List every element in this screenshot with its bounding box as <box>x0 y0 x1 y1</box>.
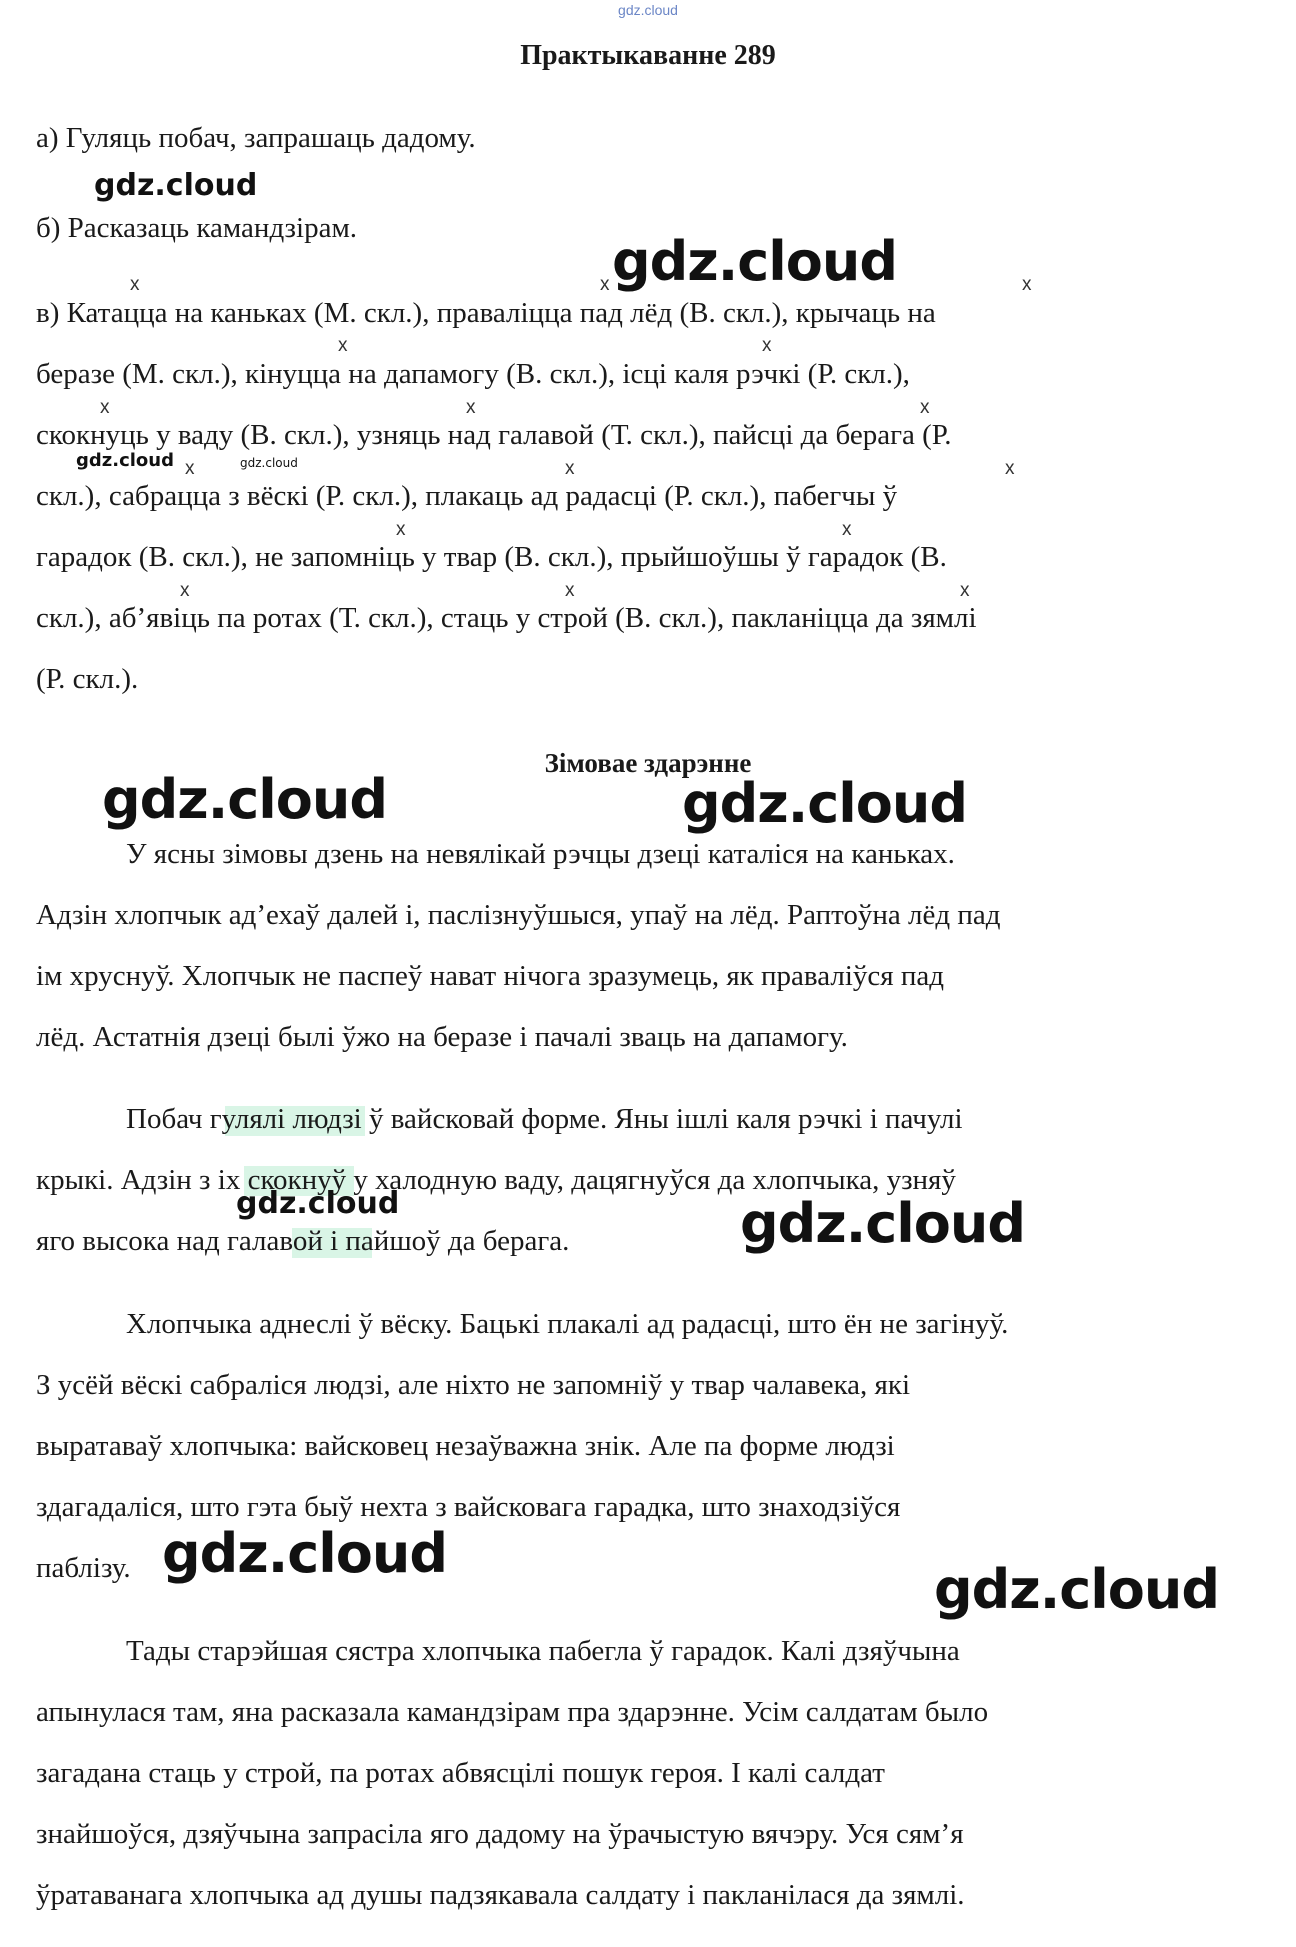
story-line: крыкі. Адзін з іх скокнуў у халодную ваду, дацягнуўся да хлопчыка, узняў <box>36 1164 956 1196</box>
story-line: яго высока над галавой і пайшоў да берага. <box>36 1225 570 1257</box>
watermark: gdz.cloud <box>612 230 897 293</box>
stress-mark: x <box>600 274 610 295</box>
exercise-line-v7: (Р. скл.). <box>36 663 139 695</box>
story-line: апынулася там, яна расказала камандзірам пра здарэнне. Усім салдатам было <box>36 1696 989 1728</box>
exercise-line-v1: в) Катацца на каньках (М. скл.), праваліцца пад лёд (В. скл.), крычаць на <box>36 297 936 329</box>
story-line: Тады старэйшая сястра хлопчыка пабегла ў гарадок. Калі дзяўчына <box>126 1635 960 1667</box>
story-line: здагадаліся, што гэта быў нехта з вайсковага гарадка, што знаходзіўся <box>36 1491 901 1523</box>
stress-mark: x <box>466 397 476 418</box>
stress-mark: x <box>338 335 348 356</box>
story-line: З усёй вёскі сабраліся людзі, але ніхто не запомніў у твар чалавека, які <box>36 1369 911 1401</box>
stress-mark: x <box>185 458 195 479</box>
story-line: паблізу. <box>36 1552 131 1584</box>
watermark: gdz.cloud <box>94 168 258 203</box>
stress-mark: x <box>396 519 406 540</box>
exercise-line-v3: скокнуць у ваду (В. скл.), узняць над галавой (Т. скл.), пайсці да берага (Р. <box>36 419 952 451</box>
watermark: gdz.cloud <box>934 1558 1219 1621</box>
page-title: Практыкаванне 289 <box>520 40 776 71</box>
exercise-line-a: а) Гуляць побач, запрашаць дадому. <box>36 122 476 154</box>
watermark: gdz.cloud <box>162 1522 447 1585</box>
watermark: gdz.cloud <box>240 456 298 470</box>
stress-mark: x <box>565 458 575 479</box>
exercise-line-v5: гарадок (В. скл.), не запомніць у твар (В. скл.), прыйшоўшы ў гарадок (В. <box>36 541 947 573</box>
story-line: лёд. Астатнія дзеці былі ўжо на беразе і пачалі зваць на дапамогу. <box>36 1021 848 1053</box>
stress-mark: x <box>1022 274 1032 295</box>
stress-mark: x <box>180 580 190 601</box>
stress-mark: x <box>1005 458 1015 479</box>
story-line: Адзін хлопчык ад’ехаў далей і, паслізнуўшыся, упаў на лёд. Раптоўна лёд пад <box>36 899 1001 931</box>
exercise-line-v6: скл.), аб’явіць па ротах (Т. скл.), стаць у строй (В. скл.), пакланіцца да зямлі <box>36 602 977 634</box>
story-line: ўратаванага хлопчыка ад душы падзякавала салдату і пакланілася да зямлі. <box>36 1879 965 1911</box>
story-line: выратаваў хлопчыка: вайсковец незаўважна знік. Але па форме людзі <box>36 1430 895 1462</box>
story-line: У ясны зімовы дзень на невялікай рэчцы дзеці каталіся на каньках. <box>126 838 955 870</box>
stress-mark: x <box>960 580 970 601</box>
story-line: Хлопчыка аднеслі ў вёску. Бацькі плакалі ад радасці, што ён не загінуў. <box>126 1308 1009 1340</box>
site-label[interactable]: gdz.cloud <box>618 2 678 18</box>
exercise-line-v4: скл.), сабрацца з вёскі (Р. скл.), плакаць ад радасці (Р. скл.), пабегчы ў <box>36 480 898 512</box>
stress-mark: x <box>920 397 930 418</box>
watermark: gdz.cloud <box>102 768 387 831</box>
story-line: ім хруснуў. Хлопчык не паспеў нават нічога зразумець, як праваліўся пад <box>36 960 944 992</box>
stress-mark: x <box>762 335 772 356</box>
story-line: Побач гулялі людзі ў вайсковай форме. Яны ішлі каля рэчкі і пачулі <box>126 1103 963 1135</box>
stress-mark: x <box>100 397 110 418</box>
watermark: gdz.cloud <box>76 450 174 471</box>
exercise-line-b: б) Расказаць камандзірам. <box>36 212 358 244</box>
exercise-line-v2: беразе (М. скл.), кінуцца на дапамогу (В. скл.), ісці каля рэчкі (Р. скл.), <box>36 358 910 390</box>
stress-mark: x <box>565 580 575 601</box>
story-line: знайшоўся, дзяўчына запрасіла яго дадому на ўрачыстую вячэру. Уся сям’я <box>36 1818 964 1850</box>
story-line: загадана стаць у строй, па ротах абвясцілі пошук героя. І калі салдат <box>36 1757 885 1789</box>
watermark: gdz.cloud <box>740 1192 1025 1255</box>
watermark: gdz.cloud <box>682 772 967 835</box>
stress-mark: x <box>842 519 852 540</box>
story-title: Зімовае здарэнне <box>544 748 752 778</box>
stress-mark: x <box>130 274 140 295</box>
watermark: gdz.cloud <box>236 1186 400 1221</box>
